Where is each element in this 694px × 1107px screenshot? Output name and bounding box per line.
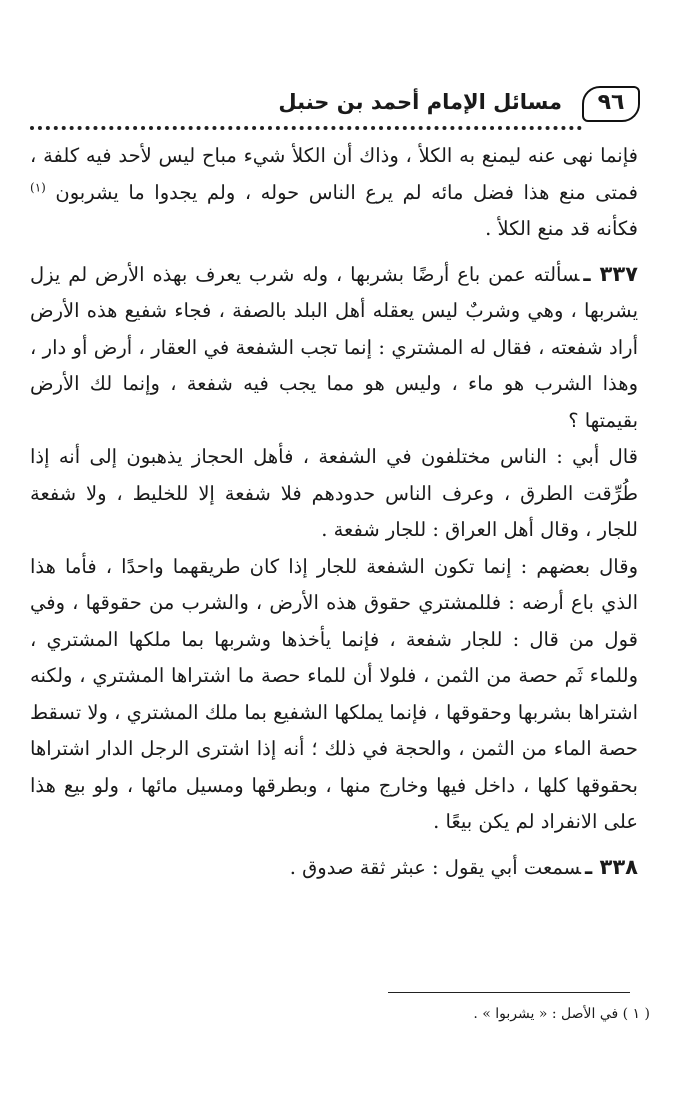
issue-number: ٣٣٧ ـ: [583, 261, 638, 286]
issue-text: سمعت أبي يقول : عبثر ثقة صدوق .: [289, 855, 582, 879]
text-line: كلفة ، فمتى منع هذا فضل مائه لم يرع الناس حوله ، ولم يجدوا ما: [30, 144, 638, 204]
issue-337: [30, 256, 638, 440]
footnote-divider: [388, 992, 630, 993]
header-divider: [30, 126, 582, 130]
text-line: يشربون: [55, 180, 119, 204]
issue-text: سألته عمن باع أرضًا بشربها ، وله شرب يعرف بهذه الأرض لم يزل يشربها ، وهي وشربٌ ليس يعقله أهل البلد بالصفة ، فجاء شفيع هذه الأرض أراد شفعته ، فقال له المشتري : إنما تجب الشفعة في العقار ، أرض أو دار ، وهذا الشرب هو ماء ، وليس هو مما يجب فيه شفعة ، وإنما لك الأرض بقيمتها ؟: [30, 262, 638, 432]
paragraph-baad: [30, 549, 638, 841]
issue-338: [30, 849, 638, 887]
issue-number: ٣٣٨ ـ: [585, 854, 638, 879]
running-header: [30, 84, 640, 124]
paragraph-text: قال أبي : الناس مختلفون في الشفعة ، فأهل الحجاز يذهبون إلى أنه إذا طُرِّقت الطرق ، وعرف الناس حدودهم فلا شفعة إلا للخليط ، ولا شفعة للجار ، وقال أهل العراق : للجار شفعة .: [30, 445, 638, 541]
page-number: ٩٦: [582, 86, 640, 122]
paragraph-text: وقال بعضهم : إنما تكون الشفعة للجار إذا كان طريقهما واحدًا ، فأما هذا الذي باع أرضه : فللمشتري حقوق هذه الأرض ، والشرب من حقوقها ، وفي قول من قال : للجار شفعة ، فإنما يأخذها وشربها بما ملكها المشتري ، وللماء ثَم حصة من الثمن ، فلولا أن للماء حصة ما اشتراها المشتري ، ولكنه اشتراها بشربها وحقوقها ، فإنما يملكها الشفيع بما ملك المشتري ، ولا تسقط حصة الماء من الثمن ، والحجة في ذلك ؛ أنه إذا اشترى الرجل الدار اشتراها بحقوقها كلها ، داخل فيها وخارج منها ، وبطرقها ومسيل مائها ، ولو بيع هذا على الانفراد لم يكن بيعًا .: [30, 554, 638, 833]
footnote: ( ١ ) في الأصل : « يشربوا » .: [473, 1006, 650, 1022]
book-title: مسائل الإمام أحمد بن حنبل: [278, 90, 562, 114]
paragraph-continuation: [30, 138, 638, 248]
page-body: [30, 138, 638, 886]
text-line: فإنما نهى عنه ليمنع به الكلأ ، وذاك أن الكلأ شيء مباح ليس لأحد فيه: [85, 144, 638, 167]
footnote-reference: (١): [30, 180, 46, 194]
paragraph-abi: [30, 439, 638, 549]
text-line: فكأنه قد منع الكلأ .: [485, 217, 638, 240]
